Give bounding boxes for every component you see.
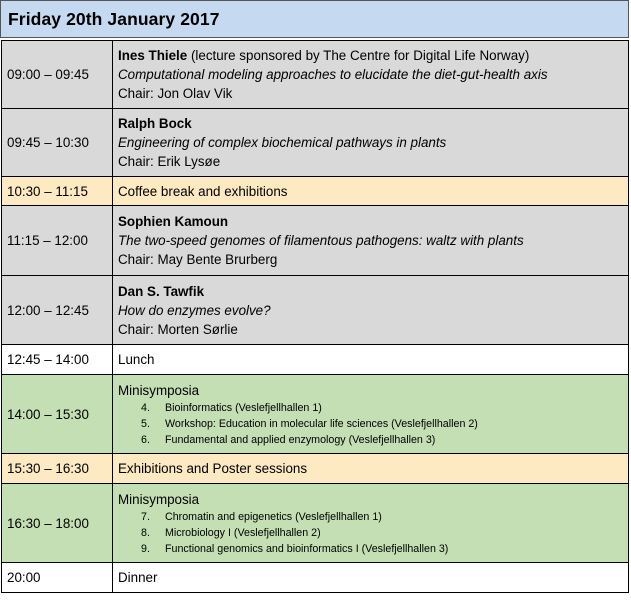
item-number: 9. (141, 542, 150, 555)
time-cell: 14:00 – 15:30 (2, 375, 113, 454)
time-cell: 12:45 – 14:00 (2, 345, 113, 375)
time-cell: 09:00 – 09:45 (2, 41, 113, 109)
session-cell (113, 109, 629, 177)
item-text: Fundamental and applied enzymology (Veslefjellhallen 3) (165, 433, 436, 446)
item-number: 5. (141, 417, 150, 430)
item-number: 6. (141, 433, 150, 446)
item-text: Workshop: Education in molecular life sciences (Veslefjellhallen 2) (165, 417, 478, 430)
speaker-name: Ines Thiele (118, 48, 188, 63)
list-item (118, 509, 623, 525)
list-item (118, 400, 623, 416)
chair: Chair: May Bente Brurberg (118, 252, 278, 267)
schedule-row (2, 41, 629, 109)
time-cell: 11:15 – 12:00 (2, 206, 113, 276)
item-text: Chromatin and epigenetics (Veslefjellhallen 1) (165, 510, 382, 523)
list-item (118, 541, 623, 557)
schedule-table (1, 40, 629, 593)
schedule-row (2, 454, 629, 484)
chair: Chair: Erik Lysøe (118, 154, 221, 169)
minisymposia-list (118, 509, 623, 557)
time-cell: 15:30 – 16:30 (2, 454, 113, 484)
talk-title: Computational modeling approaches to elucidate the diet-gut-health axis (118, 67, 548, 82)
item-text: Microbiology I (Veslefjellhallen 2) (165, 526, 321, 539)
time-cell: 20:00 (2, 563, 113, 593)
schedule-row (2, 563, 629, 593)
speaker-name: Sophien Kamoun (118, 214, 229, 229)
session-cell: Dinner (113, 563, 629, 593)
time-cell: 12:00 – 12:45 (2, 276, 113, 345)
speaker-name: Dan S. Tawfik (118, 283, 205, 299)
minisymposia-title: Minisymposia (118, 382, 200, 398)
item-number: 4. (141, 401, 150, 414)
session-cell (113, 41, 629, 109)
item-text: Functional genomics and bioinformatics I (Veslefjellhallen 3) (165, 542, 449, 555)
speaker-name: Ralph Bock (118, 116, 192, 131)
speaker-note: (lecture sponsored by The Centre for Digital Life Norway) (187, 48, 530, 63)
session-cell (113, 206, 629, 276)
day-header (0, 0, 629, 38)
list-item (118, 416, 623, 432)
schedule-row (2, 345, 629, 375)
schedule-row (2, 276, 629, 345)
item-text: Bioinformatics (Veslefjellhallen 1) (165, 401, 322, 414)
day-title: Friday 20th January 2017 (8, 9, 220, 29)
schedule-row (2, 206, 629, 276)
list-item (118, 432, 623, 448)
schedule-row (2, 375, 629, 454)
list-item (118, 525, 623, 541)
talk-title: How do enzymes evolve? (118, 302, 271, 318)
session-cell (113, 484, 629, 563)
speaker-line (118, 46, 623, 65)
session-cell (113, 375, 629, 454)
time-cell: 09:45 – 10:30 (2, 109, 113, 177)
schedule-row (2, 109, 629, 177)
session-cell: Exhibitions and Poster sessions (113, 454, 629, 484)
chair: Chair: Jon Olav Vik (118, 86, 233, 101)
item-number: 8. (141, 526, 150, 539)
session-cell: Coffee break and exhibitions (113, 177, 629, 206)
talk-title: The two-speed genomes of filamentous pathogens: waltz with plants (118, 233, 524, 248)
minisymposia-title: Minisymposia (118, 491, 200, 507)
time-cell: 10:30 – 11:15 (2, 177, 113, 206)
talk-title: Engineering of complex biochemical pathways in plants (118, 135, 447, 150)
item-number: 7. (141, 510, 150, 523)
time-cell: 16:30 – 18:00 (2, 484, 113, 563)
schedule-row (2, 177, 629, 206)
schedule-row (2, 484, 629, 563)
minisymposia-list (118, 400, 623, 448)
chair: Chair: Morten Sørlie (118, 321, 238, 337)
session-cell: Lunch (113, 345, 629, 375)
session-cell (113, 276, 629, 345)
